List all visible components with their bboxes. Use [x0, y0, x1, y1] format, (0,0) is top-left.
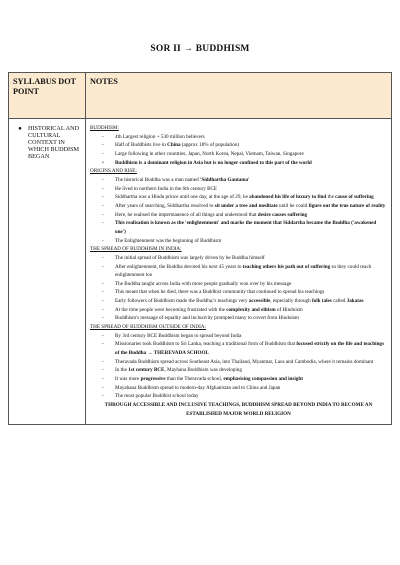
note-text	[115, 263, 387, 280]
note-text-segment: until he could	[277, 202, 309, 209]
note-text-segment: the	[326, 194, 336, 201]
note-text	[115, 176, 387, 185]
note-item	[90, 280, 387, 289]
dash-marker: -	[102, 133, 104, 140]
syllabus-table	[8, 72, 392, 425]
note-text-segment: By 3rd century BCE Buddhism began to spread beyond India	[115, 332, 242, 339]
note-text-emphasis: folk tales	[311, 298, 332, 305]
note-item	[90, 297, 387, 306]
section-heading: THE SPREAD OF BUDDHISM OUTSIDE OF INDIA:	[90, 324, 206, 331]
note-item	[90, 202, 387, 211]
dash-marker: -	[102, 237, 104, 244]
note-text-segment: Missionaries took Buddhism to Sri Lanka, teaching a traditional form of Buddhism that	[115, 341, 297, 348]
bullet-icon: •	[102, 159, 104, 166]
table-header-row	[9, 73, 392, 119]
note-item	[90, 185, 387, 194]
note-text-emphasis: 1st century BCE	[128, 367, 165, 374]
dash-marker: -	[102, 176, 104, 183]
table-row	[9, 119, 392, 425]
dot-point-cell	[9, 119, 86, 425]
note-text-emphasis: 'Siddhartha Gautama'	[199, 176, 250, 183]
note-item	[90, 219, 387, 236]
note-text-segment: Large following in other countries, Japan, North Korea, Nepal, Vietnam, Taiwan, Singapore	[115, 150, 304, 157]
dash-marker: -	[102, 263, 104, 270]
note-text	[115, 254, 387, 263]
dash-marker: -	[102, 306, 104, 313]
note-text-segment: of Hinduism	[275, 306, 303, 313]
note-item	[90, 288, 387, 297]
bullet-icon: ●	[18, 125, 22, 132]
dash-marker: -	[102, 341, 104, 348]
note-text-emphasis: China	[167, 142, 181, 149]
dash-marker: -	[102, 393, 104, 400]
column-header-notes: NOTES	[86, 73, 392, 119]
dash-marker: -	[102, 298, 104, 305]
note-item	[90, 141, 387, 150]
dash-marker: -	[102, 358, 104, 365]
conclusion-text: THROUGH ACCESSIBLE AND INCLUSIVE TEACHINGS, BUDDHISM SPREAD BEYOND INDIA TO BECOME AN ESTABLISHED MAJOR WORLD RELIGION	[104, 402, 373, 417]
note-text-segment: At the time people were becoming frustrated with the	[115, 306, 227, 313]
dash-marker: -	[102, 185, 104, 192]
note-text-emphasis: emphasising compassion and insight	[223, 376, 303, 383]
note-text-segment: The Enlightenment was the beginning of Buddhism	[115, 237, 222, 244]
note-text-segment: He lived in northern India in the 6th century BCE	[115, 185, 218, 192]
note-item	[90, 159, 387, 168]
note-text-emphasis: focused strictly on the life and teachings of the Buddha → THEREVADA SCHOOL	[115, 341, 385, 357]
dash-marker: -	[102, 384, 104, 391]
note-text-segment: , Mayhana Buddhism was developing	[164, 367, 242, 374]
dash-marker: -	[102, 211, 104, 218]
dash-marker: -	[102, 315, 104, 322]
note-text-segment: After years of searching, Siddhartha resolved to	[115, 202, 215, 209]
note-text-segment: called	[331, 298, 347, 305]
note-text-segment: The historical Buddha was a man named	[115, 176, 200, 183]
note-text-segment: The initial spread of Buddhism was largely driven by he Buddha himself	[115, 254, 265, 261]
dash-marker: -	[102, 150, 104, 157]
note-text-emphasis: teaching others his path out of suffering	[242, 263, 331, 270]
note-item	[90, 176, 387, 185]
note-item	[90, 211, 387, 220]
note-text-emphasis: desire causes suffering	[257, 211, 308, 218]
note-text-segment: Early followers of Buddhism made the Buddha;'s teachings very	[115, 298, 249, 305]
page-title: SOR II → BUDDHISM	[150, 44, 250, 54]
note-text-segment: In the	[115, 367, 129, 374]
note-text	[115, 141, 387, 150]
note-text	[115, 332, 387, 341]
dot-point-text: HISTORICAL AND CULTURAL CONTEXT IN WHICH BUDDISM BEGAN	[28, 125, 80, 160]
dash-marker: -	[102, 194, 104, 201]
note-text	[115, 133, 387, 142]
note-text-segment: Mayahana Buddhism spread to modern-day Afghanistan and to China and Japan	[115, 384, 281, 391]
note-text-emphasis: sit under a tree and meditate	[214, 202, 278, 209]
note-text-emphasis: progressive	[140, 376, 166, 383]
note-text-segment: so they could reach enlightenment too	[115, 263, 372, 279]
note-text-emphasis: Jakatas	[346, 298, 364, 305]
dash-marker: -	[102, 220, 104, 227]
dot-point	[12, 125, 82, 160]
note-text-segment: Theravada Buddhism spread across Southeast Asia, into Thailand, Myanmar, Laos and Cambodia, where it remains dominant	[115, 358, 374, 365]
note-text-emphasis: figure out the true nature of reality	[308, 202, 386, 209]
note-text-segment: The Buddha taught across India with more people gradually won over by his message	[115, 280, 292, 287]
note-item	[90, 358, 387, 367]
note-text	[115, 185, 387, 194]
note-text-emphasis: complexity and elitism	[226, 306, 276, 313]
note-item	[90, 133, 387, 142]
notes-cell	[86, 119, 392, 425]
dash-marker: -	[102, 332, 104, 339]
note-text-segment: 4th Largest religion + 530 million believers	[115, 133, 205, 140]
note-text-emphasis: This realisation is known as the 'enlightenment' and marks the moment that Siddartha became the Buddha ('awakened one')	[115, 220, 377, 235]
note-text-emphasis: Buddhism is a dominant religion in Asia but is no longer confined to this part of the world	[115, 159, 312, 166]
note-text	[115, 150, 387, 159]
dash-marker: -	[102, 142, 104, 149]
note-text	[115, 159, 387, 168]
note-item	[90, 366, 387, 375]
dash-marker: -	[102, 289, 104, 296]
note-item	[90, 375, 387, 384]
note-text-emphasis: cause of suffering	[335, 194, 374, 201]
note-text-segment: Half of Buddhists live in	[115, 142, 168, 149]
note-text	[115, 219, 387, 236]
note-text-emphasis: abandoned his life of luxury to find	[249, 194, 327, 201]
section-heading: BUDDHISM:	[90, 125, 119, 131]
note-text	[115, 358, 387, 367]
note-text	[115, 288, 387, 297]
note-item	[90, 254, 387, 263]
column-header-syllabus-dot-point: SYLLABUS DOT POINT	[9, 73, 86, 119]
note-item	[90, 150, 387, 159]
dash-marker: -	[102, 280, 104, 287]
note-text	[115, 202, 387, 211]
section-heading: THE SPREAD OF BUDDHISM IN INDIA:	[90, 246, 182, 253]
note-text-segment: Here, he realised the impermanence of all things and understood that	[115, 211, 258, 218]
note-text	[115, 297, 387, 306]
note-text-segment: The most popular Buddhist school today	[115, 393, 199, 400]
dash-marker: -	[102, 367, 104, 374]
note-item	[90, 314, 387, 323]
note-text	[115, 193, 387, 202]
note-text	[115, 366, 387, 375]
note-item	[90, 384, 387, 393]
note-text-emphasis: accessible	[248, 298, 271, 305]
note-text	[115, 280, 387, 289]
note-text	[115, 211, 387, 220]
note-text	[115, 392, 387, 401]
note-text-segment: It was more	[115, 376, 141, 383]
note-text-segment: After enlightenment, the Buddha devoted his next 45 years to	[115, 263, 243, 270]
dash-marker: -	[102, 254, 104, 261]
note-text	[115, 375, 387, 384]
note-text-segment: (approx 18% of population)	[180, 142, 240, 149]
note-item	[90, 340, 387, 357]
note-text-segment: , especially through	[270, 298, 312, 305]
note-item	[90, 306, 387, 315]
note-text-segment: than the Theravada school,	[165, 376, 224, 383]
note-item	[90, 332, 387, 341]
note-text	[115, 314, 387, 323]
note-item	[90, 237, 387, 246]
note-text-segment: This meant that when he died, there was a Buddhist community that continued to spread his teachings	[115, 289, 325, 296]
section-heading: ORIGINS AND RISE:	[90, 168, 137, 175]
note-text	[115, 237, 387, 246]
note-text	[115, 340, 387, 357]
note-text-segment: Buddhism's message of equality and inclusivity prompted many to covert from Hinduism	[115, 315, 299, 322]
note-text	[115, 306, 387, 315]
note-item	[90, 193, 387, 202]
notes-body	[90, 124, 387, 401]
note-text	[115, 384, 387, 393]
dash-marker: -	[102, 376, 104, 383]
note-text-segment: Siddhartha was a Hindu prince until one day, at the age of 29, he	[115, 194, 250, 201]
note-item	[90, 263, 387, 280]
note-item	[90, 392, 387, 401]
dash-marker: -	[102, 202, 104, 209]
